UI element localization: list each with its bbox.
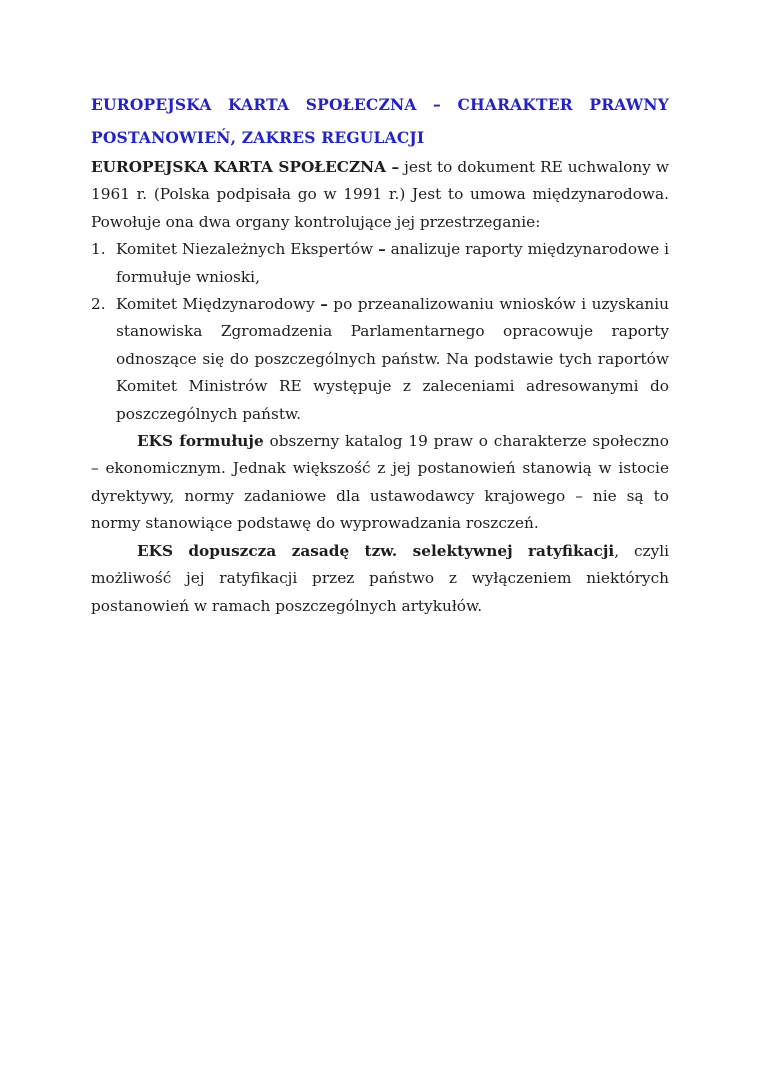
title-line-2: POSTANOWIEŃ, ZAKRES REGULACJI [91, 128, 425, 147]
eks-dopuszcza-regular-run: , czyli możliwość jej ratyfikacji przez państwo z wyłączeniem niektórych postanowień w ramach poszczególnych artykułów. [91, 541, 669, 615]
intro-paragraph [91, 154, 669, 236]
paragraph-eks-dopuszcza [91, 538, 669, 620]
list-item-text [116, 236, 669, 291]
list-item-text [116, 291, 669, 428]
title-line-1: EUROPEJSKA KARTA SPOŁECZNA – CHARAKTER PRAWNY [91, 95, 669, 114]
list-item-lead-run: Komitet Niezależnych Ekspertów [116, 240, 379, 259]
list-item [91, 291, 669, 428]
list-item-dash-run: – [378, 240, 386, 259]
list-item-number: 2. [91, 295, 106, 314]
committees-list [91, 236, 669, 428]
document-body [91, 154, 669, 620]
eks-formuluje-regular-run: obszerny katalog 19 praw o charakterze społeczno – ekonomicznym. Jednak większość z jej postanowień stanowią w istocie dyrektywy, normy zadaniowe dla ustawodawcy krajowego – nie są to normy stanowiące podstawę do wyprowadzania roszczeń. [91, 432, 669, 533]
intro-regular-run: jest to dokument RE uchwalony w 1961 r. (Polska podpisała go w 1991 r.) Jest to umowa międzynarodowa. Powołuje ona dwa organy kontrolujące jej przestrzeganie: [91, 158, 669, 231]
list-item-lead-run: Komitet Międzynarodowy [116, 295, 321, 314]
document-title [91, 88, 669, 154]
list-item [91, 236, 669, 291]
paragraph-eks-formuluje [91, 428, 669, 538]
list-item-dash-run: – [320, 295, 328, 314]
intro-bold-run: EUROPEJSKA KARTA SPOŁECZNA – [91, 158, 400, 176]
list-item-rest-run: analizuje raporty międzynarodowe i formułuje wnioski, [116, 240, 669, 286]
list-item-rest-run: po przeanalizowaniu wniosków i uzyskaniu stanowiska Zgromadzenia Parlamentarnego opracowuje raporty odnoszące się do poszczególnych państw. Na podstawie tych raportów Komitet Ministrów RE występuje z zaleceniami adresowanymi do poszczególnych państw. [116, 295, 669, 423]
list-item-number: 1. [91, 240, 106, 259]
eks-dopuszcza-bold-run: EKS dopuszcza zasadę tzw. selektywnej ratyfikacji [137, 541, 615, 560]
eks-formuluje-bold-run: EKS formułuje [137, 432, 264, 451]
